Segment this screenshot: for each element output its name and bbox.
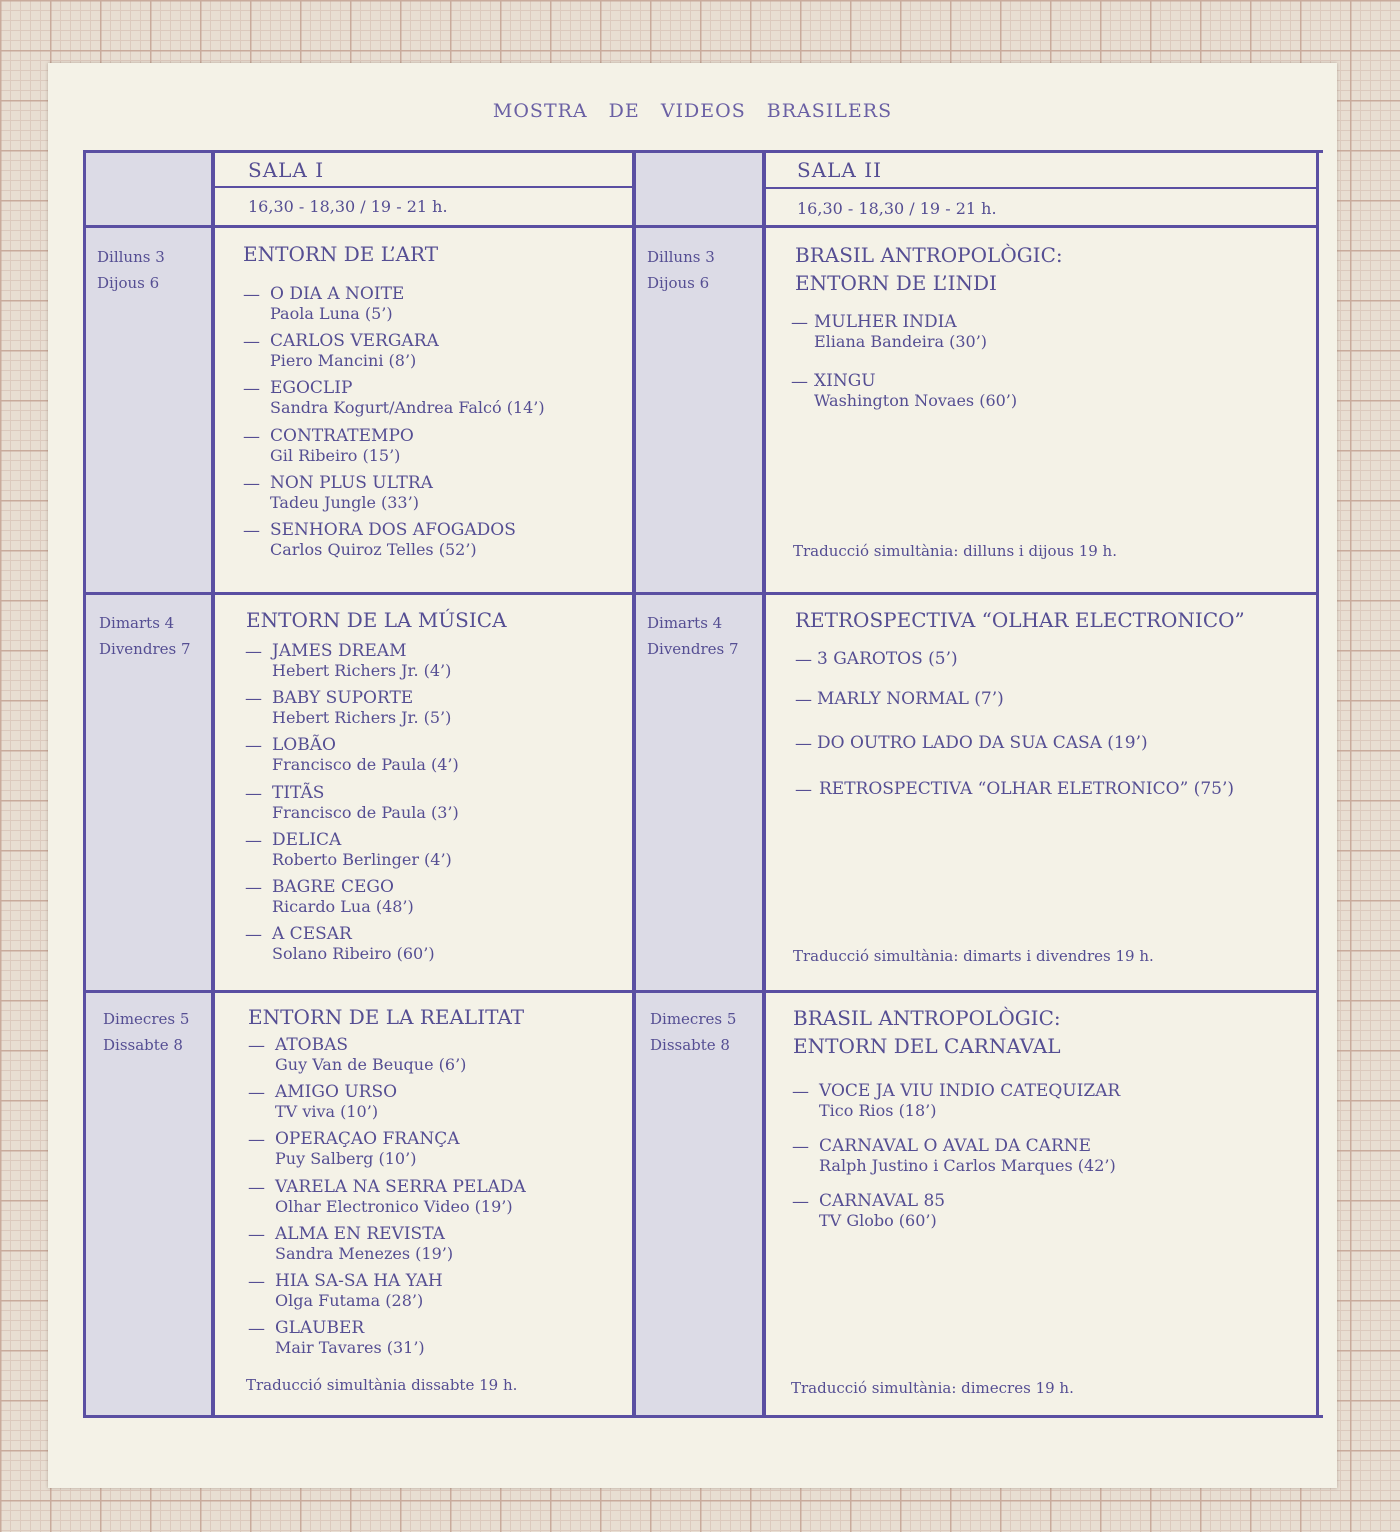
item-credit: Tico Rios (18’) — [819, 1101, 937, 1120]
item-credit: Puy Salberg (10’) — [275, 1149, 417, 1168]
dash-mark: — — [792, 1082, 809, 1102]
dash-mark: — — [245, 784, 262, 804]
translation-note: Traducció simultània: dimarts i divendres 19 h. — [793, 947, 1154, 965]
dash-mark: — — [248, 1319, 265, 1339]
dash-mark: — — [791, 372, 808, 392]
sala2-row2-days — [647, 610, 739, 662]
sala2-header: SALA II — [797, 158, 883, 182]
sala2-row3-days — [650, 1006, 736, 1058]
item-title: RETROSPECTIVA “OLHAR ELETRONICO” (75’) — [819, 779, 1234, 799]
item-credit: Hebert Richers Jr. (4’) — [272, 661, 452, 680]
item-title: JAMES DREAM — [272, 641, 407, 661]
dash-mark: — — [245, 925, 262, 945]
sala1-row2-days — [99, 610, 191, 662]
dash-mark: — — [245, 831, 262, 851]
dash-mark: — — [245, 689, 262, 709]
item-credit: Olhar Electronico Video (19’) — [275, 1197, 513, 1216]
item-title: GLAUBER — [275, 1318, 365, 1338]
dash-mark: — — [248, 1036, 265, 1056]
program-item — [243, 332, 439, 371]
item-title: BAGRE CEGO — [272, 877, 394, 897]
program-item — [792, 1082, 1120, 1121]
day-label: Dissabte 8 — [103, 1036, 183, 1054]
dash-mark: — — [795, 780, 812, 800]
item-title: DELICA — [272, 830, 342, 850]
program-item — [795, 650, 958, 669]
day-label: Dimarts 4 — [647, 614, 723, 632]
translation-note: Traducció simultània: dimecres 19 h. — [791, 1379, 1074, 1397]
program-item — [248, 1083, 397, 1122]
item-title: A CESAR — [272, 924, 352, 944]
item-credit: Tadeu Jungle (33’) — [270, 493, 419, 512]
item-title: HIA SA-SA HA YAH — [275, 1271, 443, 1291]
program-item — [792, 1137, 1116, 1176]
program-item — [245, 925, 435, 964]
item-title: XINGU — [814, 371, 876, 391]
item-title: BABY SUPORTE — [272, 688, 414, 708]
day-label: Dilluns 3 — [647, 248, 715, 266]
program-item — [245, 736, 459, 775]
item-title: MARLY NORMAL (7’) — [817, 689, 1004, 709]
item-credit: Sandra Kogurt/Andrea Falcó (14’) — [270, 398, 545, 417]
day-label: Dijous 6 — [647, 274, 710, 292]
divider-day2 — [762, 150, 766, 1418]
program-item — [245, 878, 414, 917]
item-title: NON PLUS ULTRA — [270, 473, 433, 493]
dash-mark: — — [791, 313, 808, 333]
program-item — [245, 689, 451, 728]
day-column-sala1 — [86, 153, 213, 1415]
item-title: TITÃS — [272, 783, 325, 803]
item-credit: Paola Luna (5’) — [270, 304, 393, 323]
item-title: CARNAVAL O AVAL DA CARNE — [819, 1136, 1092, 1156]
item-credit: Francisco de Paula (3’) — [272, 803, 459, 822]
divider-center — [632, 150, 636, 1418]
dash-mark: — — [243, 285, 260, 305]
day-column-sala2 — [635, 153, 762, 1415]
program-item — [245, 784, 459, 823]
day-label: Divendres 7 — [99, 640, 191, 658]
item-title: DO OUTRO LADO DA SUA CASA (19’) — [817, 733, 1148, 753]
row-divider-3 — [83, 990, 1319, 993]
program-item — [243, 474, 433, 513]
program-item — [248, 1319, 425, 1358]
dash-mark: — — [243, 332, 260, 352]
translation-note: Traducció simultània dissabte 19 h. — [246, 1376, 518, 1394]
dash-mark: — — [248, 1130, 265, 1150]
row-divider-1 — [83, 225, 1319, 228]
program-item — [245, 642, 451, 681]
sala2-times: 16,30 - 18,30 / 19 - 21 h. — [797, 199, 997, 218]
item-credit: TV Globo (60’) — [819, 1211, 937, 1230]
item-title: CONTRATEMPO — [270, 426, 414, 446]
item-credit: Solano Ribeiro (60’) — [272, 944, 435, 963]
item-credit: Carlos Quiroz Telles (52’) — [270, 540, 477, 559]
program-item — [243, 285, 404, 324]
dash-mark: — — [792, 1137, 809, 1157]
dash-mark: — — [243, 474, 260, 494]
item-title: 3 GAROTOS (5’) — [817, 649, 958, 669]
program-item — [795, 780, 1234, 799]
sala2-row1-days — [647, 244, 715, 296]
item-title: OPERAÇAO FRANÇA — [275, 1129, 460, 1149]
sala1-row3-days — [103, 1006, 189, 1058]
item-credit: Eliana Bandeira (30’) — [814, 332, 988, 351]
program-item — [248, 1225, 453, 1264]
item-title: ALMA EN REVISTA — [275, 1224, 445, 1244]
dash-mark: — — [243, 521, 260, 541]
item-credit: Mair Tavares (31’) — [275, 1338, 425, 1357]
item-credit: TV viva (10’) — [275, 1102, 379, 1121]
item-title: MULHER INDIA — [814, 312, 957, 332]
day-label: Dijous 6 — [97, 274, 160, 292]
item-credit: Roberto Berlinger (4’) — [272, 850, 452, 869]
program-item — [243, 427, 414, 466]
item-credit: Olga Futama (28’) — [275, 1291, 424, 1310]
item-credit: Sandra Menezes (19’) — [275, 1244, 454, 1263]
item-title: EGOCLIP — [270, 378, 353, 398]
day-label: Dimecres 5 — [103, 1010, 190, 1028]
item-title: ATOBAS — [275, 1035, 349, 1055]
section-title: ENTORN DE L’ART — [243, 242, 439, 266]
day-label: Dissabte 8 — [650, 1036, 730, 1054]
section-title: ENTORN DE LA MÚSICA — [246, 608, 507, 632]
day-label: Dimarts 4 — [99, 614, 175, 632]
border-left — [83, 150, 86, 1418]
program-item — [791, 372, 1017, 411]
item-title: LOBÃO — [272, 735, 336, 755]
sala1-times: 16,30 - 18,30 / 19 - 21 h. — [248, 197, 448, 216]
sala1-header: SALA I — [248, 158, 325, 182]
program-item — [795, 734, 1148, 753]
dash-mark: — — [248, 1178, 265, 1198]
program-item — [792, 1192, 945, 1231]
program-item — [248, 1272, 443, 1311]
border-bottom — [83, 1415, 1323, 1418]
dash-mark: — — [795, 734, 812, 754]
section-title-line: ENTORN DEL CARNAVAL — [793, 1034, 1061, 1058]
item-title: VARELA NA SERRA PELADA — [275, 1177, 526, 1197]
item-title: SENHORA DOS AFOGADOS — [270, 520, 516, 540]
program-item — [248, 1130, 460, 1169]
sala1-row1-days — [97, 244, 165, 296]
dash-mark: — — [795, 690, 812, 710]
schedule-table — [83, 150, 1323, 1418]
dash-mark: — — [243, 427, 260, 447]
dash-mark: — — [795, 650, 812, 670]
dash-mark: — — [245, 878, 262, 898]
section-title — [795, 241, 1063, 297]
section-title-line: BRASIL ANTROPOLÒGIC: — [793, 1006, 1061, 1030]
program-item — [245, 831, 452, 870]
header-rule-sala1 — [213, 186, 634, 188]
day-label: Dimecres 5 — [650, 1010, 737, 1028]
section-title-line: ENTORN DE L’INDI — [795, 271, 997, 295]
section-title: RETROSPECTIVA “OLHAR ELECTRONICO” — [795, 608, 1245, 632]
dash-mark: — — [248, 1272, 265, 1292]
item-title: O DIA A NOITE — [270, 284, 405, 304]
header-rule-sala2 — [764, 187, 1318, 189]
program-item — [243, 379, 545, 418]
dash-mark: — — [243, 379, 260, 399]
section-title-line: BRASIL ANTROPOLÒGIC: — [795, 243, 1063, 267]
item-title: VOCE JA VIU INDIO CATEQUIZAR — [819, 1081, 1121, 1101]
translation-note: Traducció simultània: dilluns i dijous 19 h. — [793, 542, 1117, 560]
dash-mark: — — [245, 642, 262, 662]
item-credit: Ricardo Lua (48’) — [272, 897, 414, 916]
item-title: AMIGO URSO — [275, 1082, 398, 1102]
program-item — [243, 521, 516, 560]
dash-mark: — — [245, 736, 262, 756]
border-top — [83, 150, 1323, 153]
item-title: CARNAVAL 85 — [819, 1191, 946, 1211]
section-title — [793, 1004, 1061, 1060]
dash-mark: — — [248, 1225, 265, 1245]
day-label: Dilluns 3 — [97, 248, 165, 266]
program-item — [795, 690, 1004, 709]
item-credit: Guy Van de Beuque (6’) — [275, 1055, 467, 1074]
row-divider-2 — [83, 592, 1319, 595]
item-credit: Hebert Richers Jr. (5’) — [272, 708, 452, 727]
page-title: MOSTRA DE VIDEOS BRASILERS — [492, 100, 893, 122]
item-credit: Gil Ribeiro (15’) — [270, 446, 401, 465]
divider-day1 — [211, 150, 215, 1418]
program-item — [248, 1178, 526, 1217]
border-right — [1316, 150, 1319, 1418]
program-item — [791, 313, 987, 352]
day-label: Divendres 7 — [647, 640, 739, 658]
program-item — [248, 1036, 466, 1075]
dash-mark: — — [248, 1083, 265, 1103]
section-title: ENTORN DE LA REALITAT — [248, 1005, 525, 1029]
item-credit: Washington Novaes (60’) — [814, 391, 1018, 410]
item-title: CARLOS VERGARA — [270, 331, 439, 351]
item-credit: Piero Mancini (8’) — [270, 351, 417, 370]
item-credit: Francisco de Paula (4’) — [272, 755, 459, 774]
dash-mark: — — [792, 1192, 809, 1212]
item-credit: Ralph Justino i Carlos Marques (42’) — [819, 1156, 1116, 1175]
